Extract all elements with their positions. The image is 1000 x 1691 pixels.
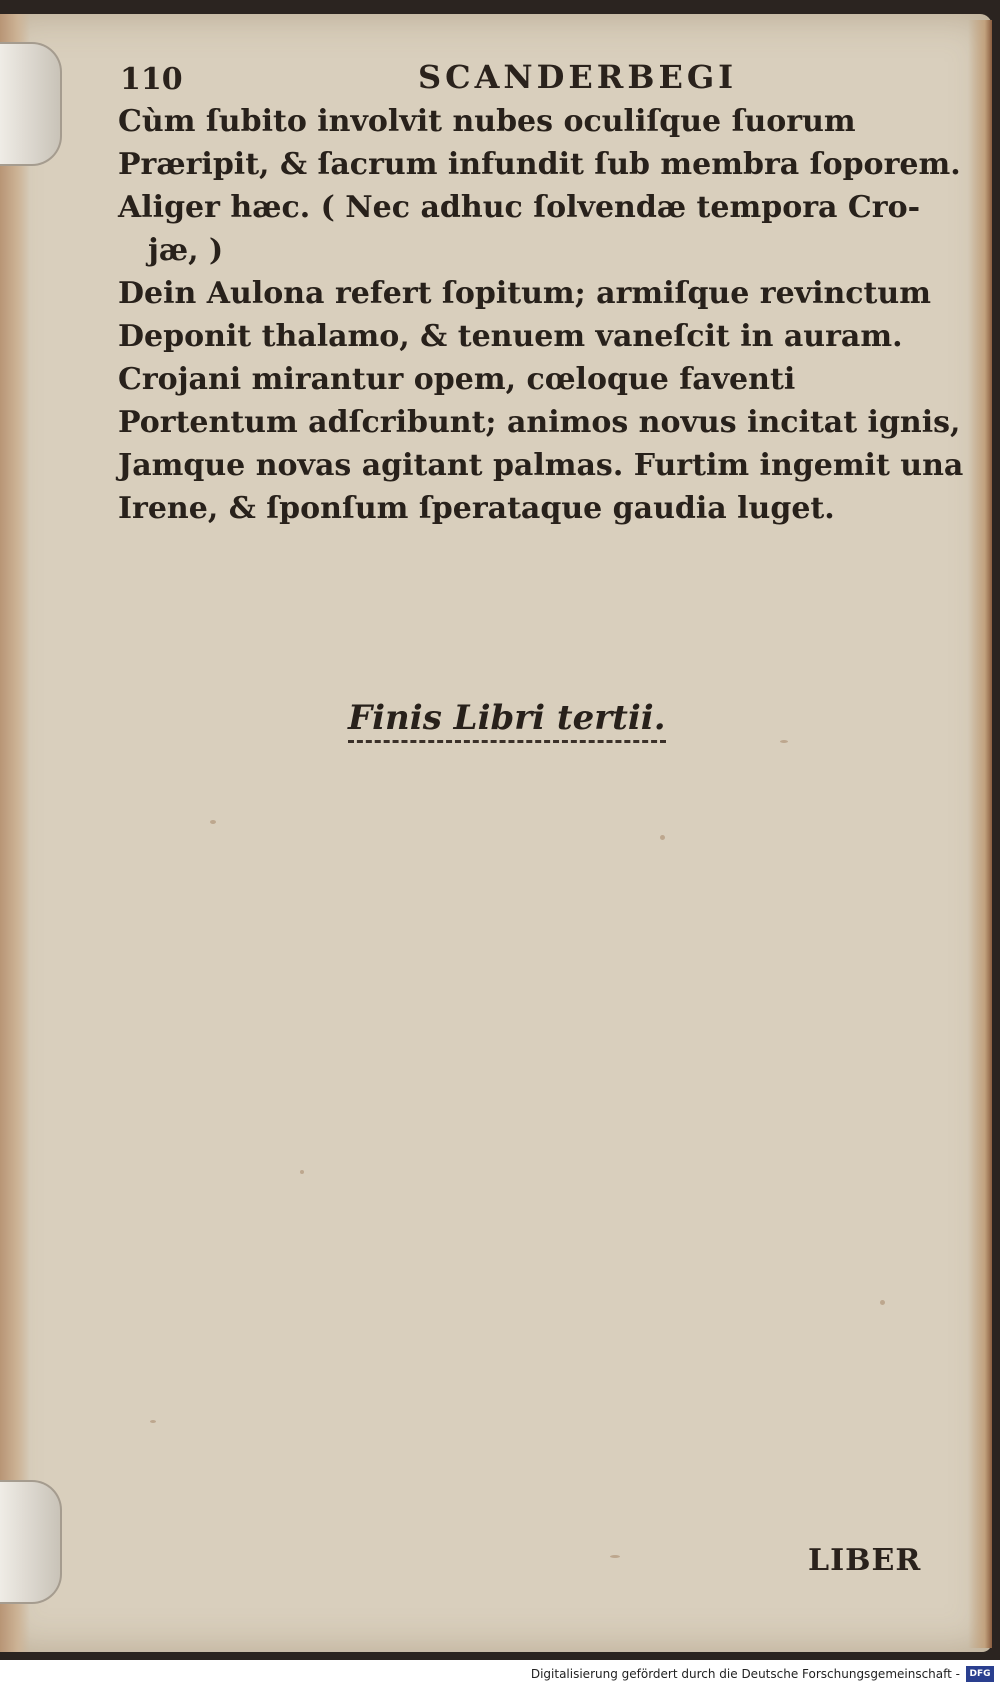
catchword: LIBER [808, 1543, 922, 1578]
verse-line: Jamque novas agitant palmas. Furtim ingemit una [118, 448, 964, 483]
verse-line: Aliger hæc. ( Nec adhuc ſolvendæ tempora Cro- [118, 190, 921, 225]
page-number: 110 [120, 62, 183, 97]
verse-line: jæ, ) [148, 233, 224, 268]
paper-speck [210, 820, 216, 824]
running-head: SCANDERBEGI [418, 58, 738, 96]
verse-line: Cùm ſubito involvit nubes oculiſque ſuorum [118, 104, 856, 139]
verse-line: Præripit, & ſacrum infundit ſub membra ſoporem. [118, 147, 961, 182]
verse-line: Irene, & ſponſum ſperataque gaudia luget. [118, 491, 835, 526]
verse-line: Crojani mirantur opem, cœloque faventi [118, 362, 796, 397]
page-right-edge [968, 20, 992, 1648]
verse-line: Dein Aulona refert ſopitum; armiſque revinctum [118, 276, 931, 311]
verse-line: Portentum adſcribunt; animos novus incitat ignis, [118, 405, 961, 440]
footer-bar [0, 1660, 1000, 1691]
verse-line: Deponit thalamo, & tenuem vaneſcit in auram. [118, 319, 903, 354]
footer-credit: Digitalisierung gefördert durch die Deutsche Forschungsgemeinschaft - [530, 1667, 960, 1681]
verse-block [118, 100, 964, 530]
page-clip-bottom [0, 1480, 62, 1604]
paper-speck [660, 835, 665, 840]
page-clip-top [0, 42, 62, 166]
dfg-logo-icon: DFG [966, 1666, 994, 1682]
paper-speck [880, 1300, 885, 1305]
paper-speck [150, 1420, 156, 1423]
page-left-edge [0, 14, 30, 1652]
paper-speck [300, 1170, 304, 1174]
paper-speck [610, 1555, 620, 1558]
colophon: Finis Libri tertii. [348, 698, 666, 743]
page-header [120, 58, 940, 98]
paper-speck [780, 740, 788, 743]
